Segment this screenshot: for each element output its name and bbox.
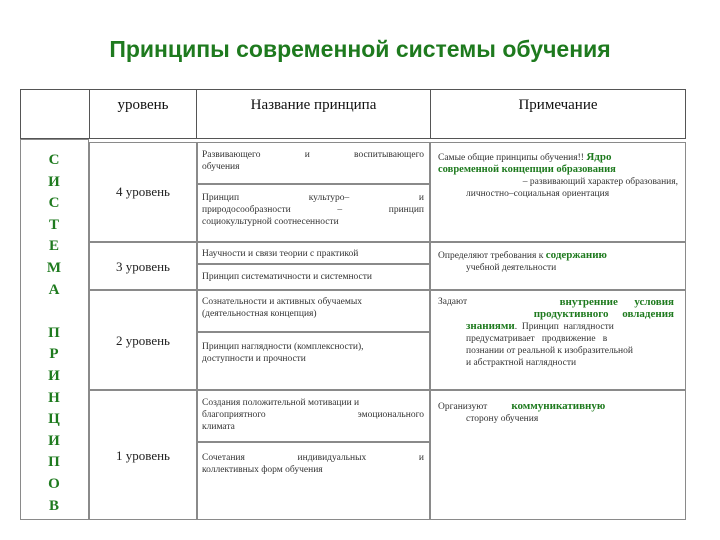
principle-4b-line2: природосообразности – принцип xyxy=(202,205,424,215)
principle-1a-line2: благоприятного эмоционального xyxy=(202,410,424,420)
principle-2b-line2: доступности и прочности xyxy=(202,354,306,364)
principle-1a xyxy=(202,397,424,433)
principle-1b xyxy=(202,452,424,476)
side-label-letter: В xyxy=(48,497,59,514)
principle-4a xyxy=(202,149,424,173)
principle-4a-line1: Развивающего и воспитывающего xyxy=(202,150,424,160)
note-3-pre: Определяют требования к xyxy=(438,251,546,261)
principle-4b-line1: Принцип культуро– и xyxy=(202,193,424,203)
note-4-green2: современной концепции образования xyxy=(438,164,616,175)
side-label-letter: Р xyxy=(49,346,59,363)
side-label-letter: Е xyxy=(48,238,59,255)
header-note: Примечание xyxy=(518,97,598,113)
note-2-green1: внутренние условия xyxy=(559,296,674,308)
note-2-pre: Задают xyxy=(438,297,468,307)
side-label-letter: П xyxy=(48,454,60,471)
note-2-line4: предусматривает продвижение в xyxy=(466,334,608,344)
principle-3a: Научности и связи теории с практикой xyxy=(202,249,359,259)
principle-4b-line3: социокультурной соотнесенности xyxy=(202,217,339,227)
side-label-letter: С xyxy=(48,152,60,168)
note-1-pre: Организуют xyxy=(438,402,488,412)
level-1-label: 1 уровень xyxy=(116,448,170,463)
principle-3b: Принцип систематичности и системности xyxy=(202,272,372,282)
note-2-green3: знаниями xyxy=(466,320,515,332)
note-1 xyxy=(438,400,678,425)
principle-1a-line1: Создания положительной мотивации и xyxy=(202,398,360,408)
principle-4a-line2: обучения xyxy=(202,162,240,172)
side-label-letter: М xyxy=(46,259,62,276)
note-3-rest: учебной деятельности xyxy=(466,263,557,273)
note-4-line4: личностно–социальная ориентация xyxy=(466,189,610,199)
principle-2a-line2: (деятельностная концепция) xyxy=(202,309,317,319)
level-3-label: 3 уровень xyxy=(116,259,170,274)
note-2-after: . Принцип наглядности xyxy=(514,322,614,332)
note-1-rest: сторону обучения xyxy=(466,414,539,424)
principle-1b-line1: Сочетания индивидуальных и xyxy=(202,453,424,463)
note-3 xyxy=(438,249,678,274)
side-label-letter: И xyxy=(48,367,60,384)
side-label-letter xyxy=(40,301,68,323)
note-2-green2: продуктивного овладения xyxy=(533,308,674,320)
principle-2b xyxy=(202,341,424,365)
side-label-letter: И xyxy=(48,432,60,449)
note-4-line3: – развивающий характер образования, xyxy=(522,177,678,187)
principle-1b-line2: коллективных форм обучения xyxy=(202,465,323,475)
level-2-label: 2 уровень xyxy=(116,333,170,348)
note-4-green1: Ядро xyxy=(586,151,612,163)
header-principle: Название принципа xyxy=(250,97,377,113)
note-4-pre: Самые общие принципы обучения!! xyxy=(438,153,587,163)
side-label-letter: Ц xyxy=(48,411,60,428)
note-1-green: коммуникативную xyxy=(511,400,606,412)
note-2-line5: познании от реальной к изобразительной xyxy=(466,346,633,356)
side-label-letter: П xyxy=(48,324,60,341)
header-level: уровень xyxy=(117,97,169,113)
principle-1a-line3: климата xyxy=(202,422,235,432)
side-label-letter: С xyxy=(48,195,60,212)
side-label-letter: А xyxy=(48,281,60,298)
note-3-green: содержанию xyxy=(545,249,607,261)
side-label-letter: Н xyxy=(48,389,60,406)
note-4 xyxy=(438,151,678,200)
side-label-letter: И xyxy=(48,173,60,190)
principle-2a xyxy=(202,296,424,320)
level-4-label: 4 уровень xyxy=(116,184,170,199)
side-label-letter: Т xyxy=(48,216,59,233)
principle-2b-line1: Принцип наглядности (комплексности), xyxy=(202,342,364,352)
note-2-line6: и абстрактной наглядности xyxy=(466,358,577,368)
note-2 xyxy=(438,296,674,369)
page-title: Принципы современной системы обучения xyxy=(109,36,611,62)
side-label-letter: О xyxy=(48,475,60,492)
principle-2a-line1: Сознательности и активных обучаемых xyxy=(202,297,363,307)
principle-4b xyxy=(202,192,424,228)
